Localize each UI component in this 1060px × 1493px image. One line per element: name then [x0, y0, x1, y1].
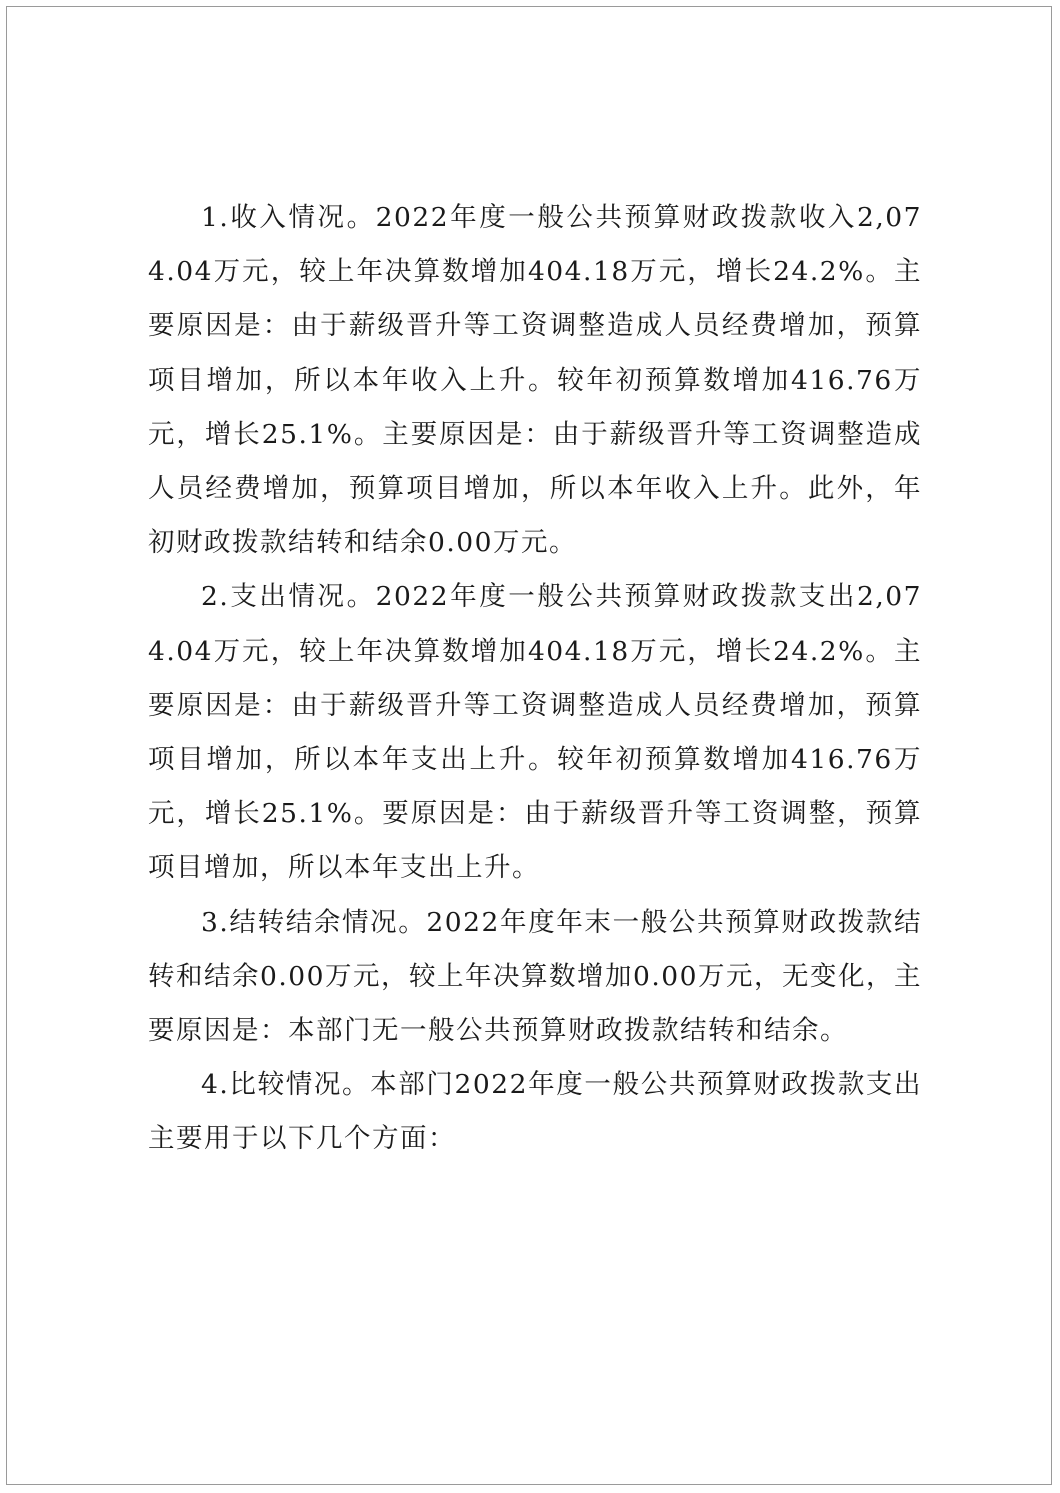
paragraph-income: 1.收入情况。2022年度一般公共预算财政拨款收入2,074.04万元，较上年决算数增加404.18万元，增长24.2%。主要原因是：由于薪级晋升等工资调整造成人员经费增加，预算项目增加，所以本年收入上升。较年初预算数增加416.76万元，增长25.1%。主要原因是：由于薪级晋升等工资调整造成人员经费增加，预算项目增加，所以本年收入上升。此外，年初财政拨款结转和结余0.00万元。 — [148, 202, 922, 559]
paragraph-comparison: 4.比较情况。本部门2022年度一般公共预算财政拨款支出主要用于以下几个方面： — [148, 1069, 922, 1155]
paragraph-expenditure: 2.支出情况。2022年度一般公共预算财政拨款支出2,074.04万元，较上年决算数增加404.18万元，增长24.2%。主要原因是：由于薪级晋升等工资调整造成人员经费增加，预算项目增加，所以本年支出上升。较年初预算数增加416.76万元，增长25.1%。要原因是：由于薪级晋升等工资调整，预算项目增加，所以本年支出上升。 — [148, 581, 922, 884]
document-body — [148, 191, 922, 1167]
paragraph-carryover: 3.结转结余情况。2022年度年末一般公共预算财政拨款结转和结余0.00万元，较上年决算数增加0.00万元，无变化，主要原因是：本部门无一般公共预算财政拨款结转和结余。 — [148, 906, 923, 1047]
